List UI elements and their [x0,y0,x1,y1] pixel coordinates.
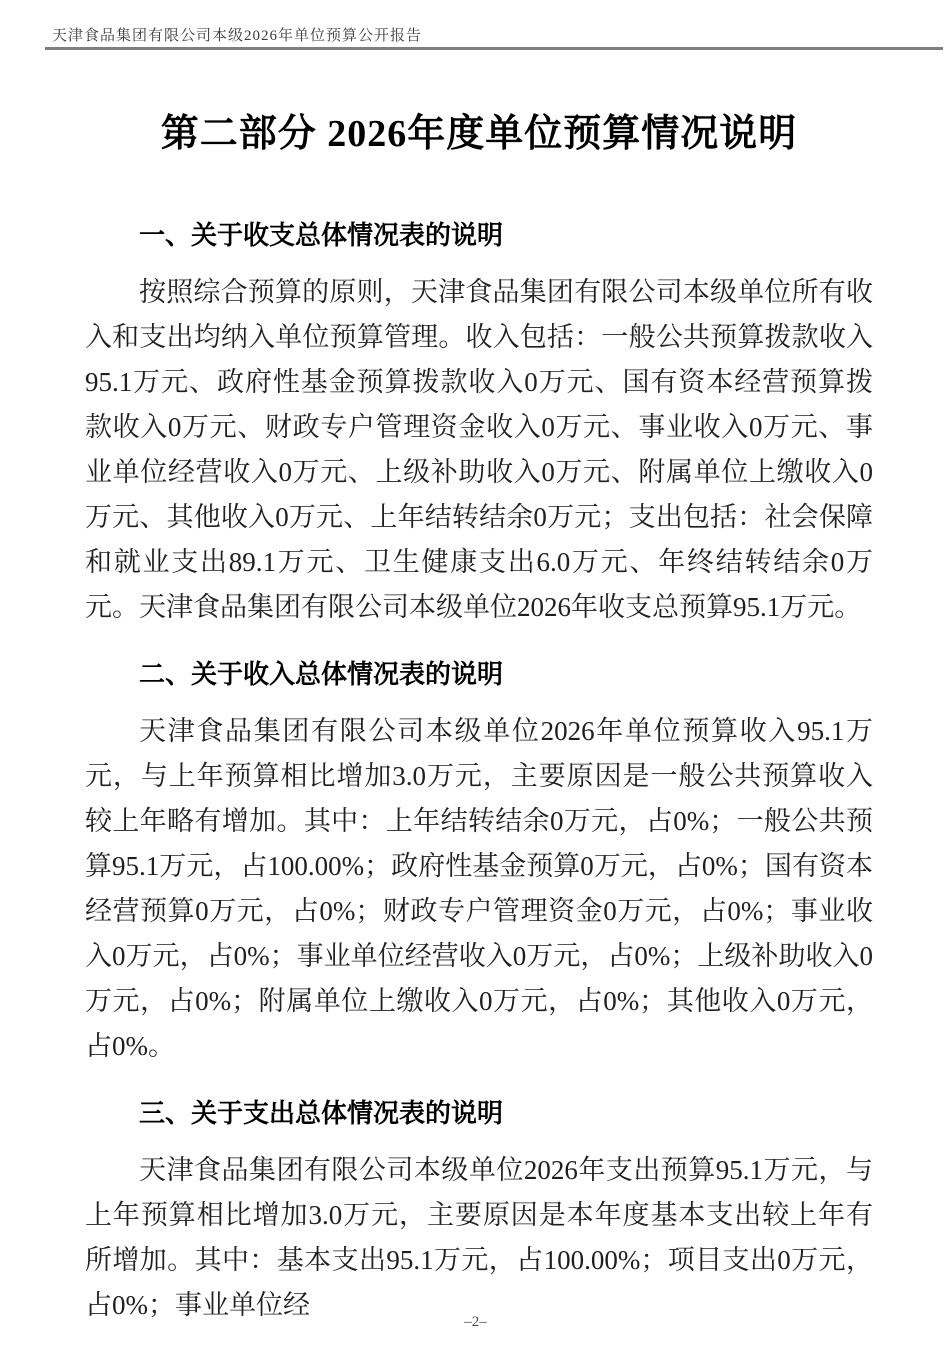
section-1-paragraph: 按照综合预算的原则，天津食品集团有限公司本级单位所有收入和支出均纳入单位预算管理。收入包括：一般公共预算拨款收入95.1万元、政府性基金预算拨款收入0万元、国有资本经营预算拨款收入0万元、财政专户管理资金收入0万元、事业收入0万元、事业单位经营收入0万元、上级补助收入0万元、附属单位上缴收入0万元、其他收入0万元、上年结转结余0万元；支出包括：社会保障和就业支出89.1万元、卫生健康支出6.0万元、年终结转结余0万元。天津食品集团有限公司本级单位2026年收支总预算95.1万元。 [85,277,873,622]
section-2-heading: 二、关于收入总体情况表的说明 [139,659,504,689]
section-1-heading: 一、关于收支总体情况表的说明 [139,220,504,250]
section-3-paragraph: 天津食品集团有限公司本级单位2026年支出预算95.1万元，与上年预算相比增加3.0万元，主要原因是本年度基本支出较上年有所增加。其中：基本支出95.1万元，占100.00%；项目支出0万元，占0%；事业单位经 [85,1155,873,1320]
header-divider [45,47,943,50]
section-3-heading: 三、关于支出总体情况表的说明 [139,1098,504,1128]
page-number: –2– [464,1314,487,1330]
page-header: 天津食品集团有限公司本级2026年单位预算公开报告 [52,28,423,44]
document-title: 第二部分 2026年度单位预算情况说明 [160,113,798,155]
document-content [85,95,873,1328]
section-2-paragraph: 天津食品集团有限公司本级单位2026年单位预算收入95.1万元，与上年预算相比增加3.0万元，主要原因是一般公共预算收入较上年略有增加。其中：上年结转结余0万元，占0%；一般公共预算95.1万元，占100.00%；政府性基金预算0万元，占0%；国有资本经营预算0万元，占0%；财政专户管理资金0万元，占0%；事业收入0万元，占0%；事业单位经营收入0万元，占0%；上级补助收入0万元，占0%；附属单位上缴收入0万元，占0%；其他收入0万元，占0%。 [85,716,873,1061]
